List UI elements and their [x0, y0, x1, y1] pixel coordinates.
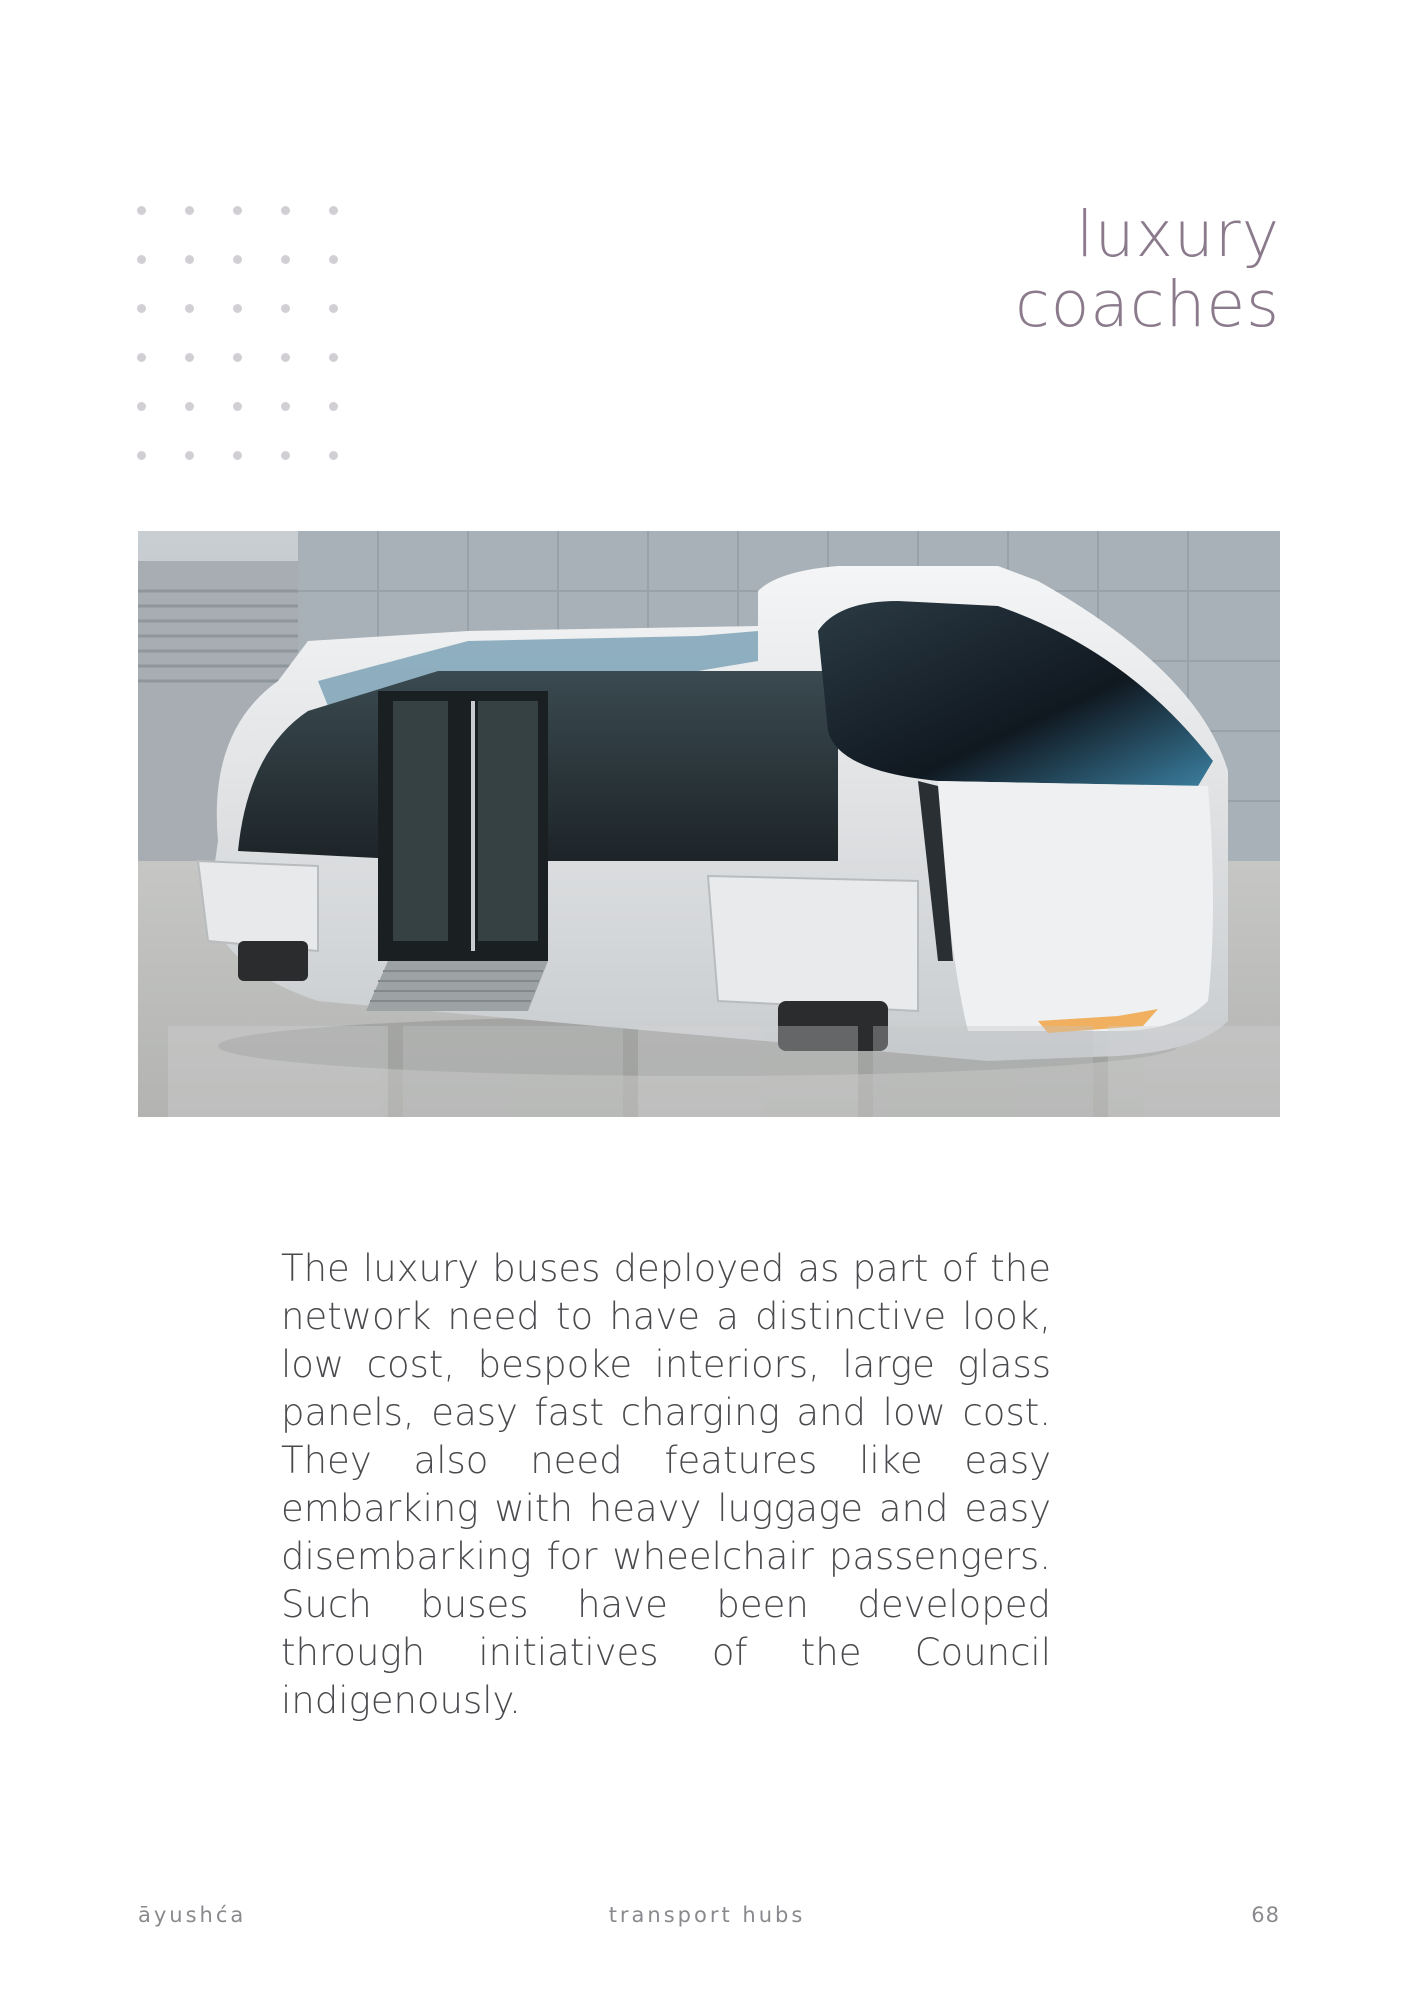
decorative-dot [281, 304, 290, 313]
footer-section: transport hubs [608, 1903, 806, 1927]
decorative-dot [185, 402, 194, 411]
decorative-dot [329, 402, 338, 411]
decorative-dot [233, 255, 242, 264]
decorative-dot [329, 255, 338, 264]
decorative-dot [137, 402, 146, 411]
footer-page-number: 68 [1251, 1903, 1280, 1927]
decorative-dot-grid [137, 206, 347, 462]
decorative-dot [233, 206, 242, 215]
decorative-dot [281, 402, 290, 411]
decorative-dot [137, 206, 146, 215]
decorative-dot [281, 451, 290, 460]
decorative-dot [329, 206, 338, 215]
decorative-dot [185, 451, 194, 460]
decorative-dot [185, 353, 194, 362]
page-title [1015, 200, 1280, 340]
decorative-dot [233, 451, 242, 460]
page-title-line-1: luxury [1076, 198, 1280, 271]
decorative-dot [281, 206, 290, 215]
footer-brand: āyushća [138, 1903, 247, 1927]
decorative-dot [281, 353, 290, 362]
decorative-dot [233, 353, 242, 362]
decorative-dot [329, 451, 338, 460]
decorative-dot [329, 304, 338, 313]
luxury-coach-image [138, 531, 1280, 1117]
decorative-dot [329, 353, 338, 362]
decorative-dot [137, 353, 146, 362]
decorative-dot [137, 255, 146, 264]
page-title-line-2: coaches [1015, 268, 1280, 341]
decorative-dot [185, 304, 194, 313]
decorative-dot [185, 206, 194, 215]
decorative-dot [233, 402, 242, 411]
decorative-dot [281, 255, 290, 264]
decorative-dot [185, 255, 194, 264]
decorative-dot [137, 451, 146, 460]
body-paragraph: The luxury buses deployed as part of the network need to have a distinctive look, low cost, bespoke interiors, large glass panels, easy fast charging and low cost. They also need features like easy embarking with heavy luggage and easy disembarking for wheelchair passengers. Such buses have been developed through initiatives of the Council indigenously. [281, 1247, 1051, 1722]
decorative-dot [137, 304, 146, 313]
decorative-dot [233, 304, 242, 313]
